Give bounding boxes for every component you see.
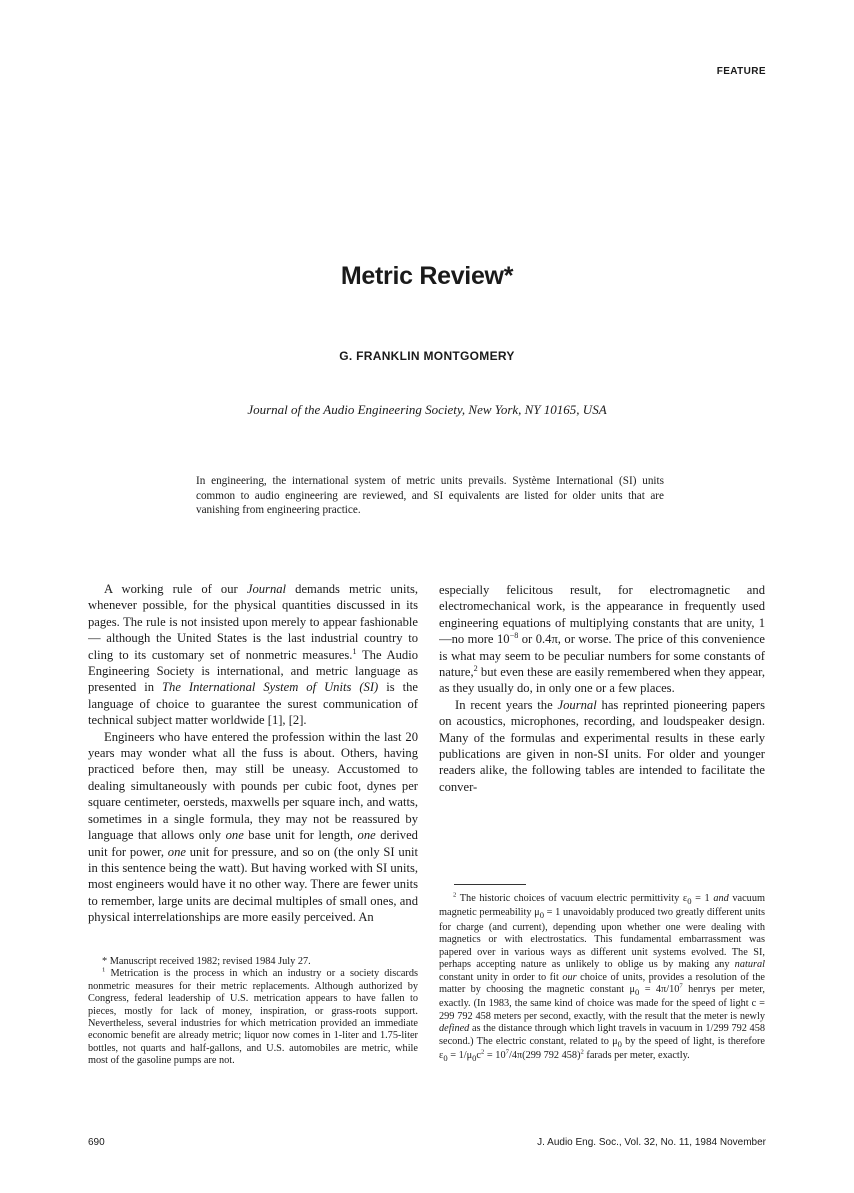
author-name: G. FRANKLIN MONTGOMERY — [339, 349, 515, 363]
body-paragraph-continued: especially felicitous result, for electromagnetic and electromechanical work, is the appearance in frequently used engineering equations of multiplying constants that are unity, 1—no more $10^{-8}$ or 0.4π, or worse. The price of this convenience is what may seem to be peculiar numbers for some constants of nature,$^2$ but even these are easily remembered when they appear, as they usually do, in only one or a few places. — [439, 583, 765, 696]
footnote-ref: 1 — [352, 646, 357, 656]
body-paragraph: A working rule of our Journal demands metric units, whenever possible, for the physical quantities discussed in its pages. The rule is not insisted upon merely to appear fashionable — although the United States is the last industrial country to cling to its customary set of nonmetric measures.$^1$ The Audio Engineering Society is international, and metric language as presented in The International System of Units (SI) is the language of choice to guarantee the surest communication of technical subject matter worldwide [1], [2]. — [88, 582, 418, 728]
article-title: Metric Review* — [340, 262, 514, 290]
body-paragraph: Engineers who have entered the profession within the last 20 years may wonder what all the fuss is about. Others, having practiced before then, may still be uneasy. Accustomed to dealing simultaneously with pounds per cubic foot, dynes per square centimeter, oersteds, maxwells per square inch, and watts, sometimes in a single formula, they may not be reassured by language that allows only one base unit for length, one derived unit for power, one unit for pressure, and so on (the only SI unit in this sentence being the watt). But having worked with SI units, most engineers would have it no other way. There are fewer units to remember, large units are decimal multiples of small ones, and physical interrelationships are more easily perceived. An — [88, 729, 418, 925]
footnote-1: $^1$ Metrication is the process in which an industry or a society discards nonmetric measures for their metric replacements. Although authorized by Congress, federal leadership of U.S. metrication appears to have fallen to pieces, mostly for lack of money, inspiration, or grass-roots support. Nevertheless, several industries for which metrication provided an immediate economic benefit are already metric; liquor now comes in 1-liter and 1.75-liter bottles, not quarts and half-gallons, and U.S. automobiles are metric, while most of the gasoline pumps are not. — [88, 966, 418, 1067]
body-column-right — [439, 582, 765, 795]
footnotes-right — [439, 893, 765, 1065]
body-column-left — [88, 581, 418, 926]
footnote-2: $^2$ The historic choices of vacuum electric permittivity $\varepsilon_0 = 1$ and vacuum magnetic permeability $\mu_0 = 1$ unavoidably produced two greatly different units for charge (and current), depending upon whether one were dealing with magnetics or with electrostatics. This fundamental embarrassment was papered over in various ways as different unit systems evolved. The SI, perhaps accepting nature as unlikely to oblige us by making any natural constant unity in order to fit our choice of units, provides a resolution of the matter by choosing the magnetic constant $\mu_0 = 4\pi/10^7$ henrys per meter, exactly. (In 1983, the same kind of choice was made for the speed of light c = 299 792 458 meters per second, exactly, with the result that the meter is newly defined as the distance through which light travels in vacuum in 1/299 792 458 second.) The electric constant, related to $\mu_0$ by the speed of light, is therefore $\varepsilon_0 = 1/\mu_0c^2 = 10^7/4\pi(299$ 792 458)$^2$ farads per meter, exactly. — [439, 891, 765, 1064]
footnote-divider — [454, 884, 526, 885]
section-label: FEATURE — [716, 66, 766, 77]
footnotes-left — [88, 956, 418, 1068]
footnote-manuscript: * Manuscript received 1982; revised 1984 July 27. — [102, 956, 311, 967]
footnote-ref: 2 — [473, 663, 478, 673]
page-number: 690 — [88, 1137, 105, 1148]
author-affiliation: Journal of the Audio Engineering Society, New York, NY 10165, USA — [247, 402, 607, 417]
body-paragraph: In recent years the Journal has reprinted pioneering papers on acoustics, microphones, recording, and loudspeaker design. Many of the formulas and experimental results in these early publications are given in non-SI units. For older and younger readers alike, the following tables are intended to facilitate the conver- — [439, 697, 765, 794]
abstract: In engineering, the international system of metric units prevails. Système International (SI) units common to audio engineering are reviewed, and SI equivalents are listed for older units that are vanishing from engineering practice. — [196, 475, 664, 516]
journal-citation: J. Audio Eng. Soc., Vol. 32, No. 11, 1984 November — [537, 1137, 766, 1148]
